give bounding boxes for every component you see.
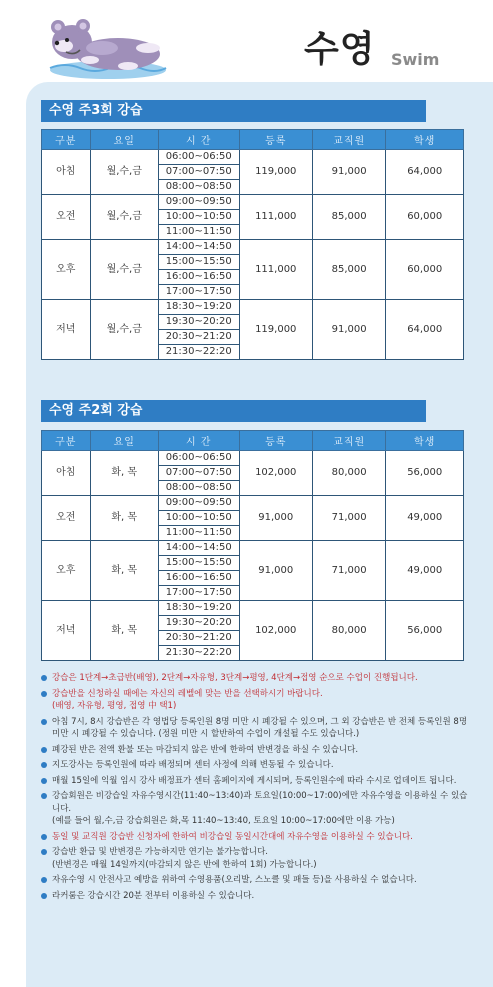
time-cell: 20:30~21:20: [158, 631, 239, 646]
time-cell: 10:00~10:50: [158, 210, 239, 225]
header: [0, 0, 493, 82]
column-header: 시 간: [158, 130, 239, 150]
time-cell: 07:00~07:50: [158, 466, 239, 481]
column-header: 구분: [42, 431, 91, 451]
time-cell: 20:30~21:20: [158, 330, 239, 345]
notice-item: [40, 716, 468, 741]
period-cell: 저녁: [42, 601, 91, 661]
fee-cell: 49,000: [386, 496, 464, 541]
days-cell: 월,수,금: [90, 150, 158, 195]
days-cell: 화, 목: [90, 451, 158, 496]
column-header: 구분: [42, 130, 91, 150]
fee-cell: 111,000: [239, 195, 312, 240]
time-cell: 15:00~15:50: [158, 255, 239, 270]
time-cell: 17:00~17:50: [158, 285, 239, 300]
table-row: [42, 451, 464, 466]
bullet-icon: [41, 793, 47, 799]
column-header: 요일: [90, 130, 158, 150]
table-row: [42, 300, 464, 315]
page-title-english: Swim: [391, 50, 440, 69]
notice-item: [40, 688, 468, 713]
period-cell: 오전: [42, 496, 91, 541]
time-cell: 06:00~06:50: [158, 150, 239, 165]
column-header: 등록: [239, 431, 312, 451]
column-header: 교직원: [312, 431, 385, 451]
notice-item: [40, 790, 468, 828]
notice-text: 라커룸은 강습시간 20분 전부터 이용하실 수 있습니다.: [52, 890, 255, 901]
fee-cell: 80,000: [312, 451, 385, 496]
table-row: [42, 601, 464, 616]
table-header-row: [42, 130, 464, 150]
fee-cell: 119,000: [239, 300, 312, 360]
time-cell: 14:00~14:50: [158, 240, 239, 255]
column-header: 교직원: [312, 130, 385, 150]
days-cell: 화, 목: [90, 601, 158, 661]
notice-subtext: (예를 들어 월,수,금 강습회원은 화,목 11:40~13:40, 토요일 10:00~17:00에만 이용 가능): [52, 816, 395, 826]
notice-item: [40, 744, 468, 757]
period-cell: 아침: [42, 451, 91, 496]
fee-cell: 85,000: [312, 195, 385, 240]
fee-cell: 111,000: [239, 240, 312, 300]
fee-cell: 119,000: [239, 150, 312, 195]
page-title: 수영: [304, 29, 376, 70]
notice-item: [40, 831, 468, 844]
time-cell: 06:00~06:50: [158, 451, 239, 466]
notice-text: 강습은 1단계→초급반(배영), 2단계→자유형, 3단계→평영, 4단계→접영 순으로 수업이 진행됩니다.: [52, 673, 418, 683]
fee-cell: 80,000: [312, 601, 385, 661]
notice-text: 지도강사는 등록인원에 따라 배정되며 센터 사정에 의해 변동될 수 있습니다.: [52, 760, 334, 770]
fee-cell: 60,000: [386, 240, 464, 300]
column-header: 학생: [386, 431, 464, 451]
period-cell: 오전: [42, 195, 91, 240]
notice-list: [40, 672, 468, 905]
period-cell: 저녁: [42, 300, 91, 360]
time-cell: 16:00~16:50: [158, 270, 239, 285]
time-cell: 16:00~16:50: [158, 571, 239, 586]
bullet-icon: [41, 778, 47, 784]
time-cell: 08:00~08:50: [158, 180, 239, 195]
period-cell: 오후: [42, 541, 91, 601]
fee-cell: 64,000: [386, 150, 464, 195]
fee-cell: 64,000: [386, 300, 464, 360]
time-cell: 18:30~19:20: [158, 601, 239, 616]
bullet-icon: [41, 877, 47, 883]
days-cell: 월,수,금: [90, 240, 158, 300]
fee-cell: 71,000: [312, 496, 385, 541]
time-cell: 21:30~22:20: [158, 646, 239, 661]
swimming-bear-mascot-icon: [40, 8, 170, 86]
notice-text: 동일 및 교직원 강습반 신청자에 한하여 비강습일 동일시간대에 자유수영을 이용하실 수 있습니다.: [52, 831, 413, 842]
notice-item: [40, 759, 468, 772]
column-header: 요일: [90, 431, 158, 451]
table-row: [42, 541, 464, 556]
fee-cell: 49,000: [386, 541, 464, 601]
time-cell: 10:00~10:50: [158, 511, 239, 526]
fee-cell: 56,000: [386, 601, 464, 661]
time-cell: 08:00~08:50: [158, 481, 239, 496]
time-cell: 15:00~15:50: [158, 556, 239, 571]
period-cell: 아침: [42, 150, 91, 195]
column-header: 등록: [239, 130, 312, 150]
notice-text: 강습반을 신청하실 때에는 자신의 레벨에 맞는 반을 선택하시기 바랍니다.: [52, 688, 323, 699]
section-title-3x-weekly: 수영 주3회 강습: [41, 100, 426, 122]
bullet-icon: [41, 834, 47, 840]
bullet-icon: [41, 849, 47, 855]
time-cell: 19:30~20:20: [158, 616, 239, 631]
bullet-icon: [41, 675, 47, 681]
table-row: [42, 496, 464, 511]
column-header: 시 간: [158, 431, 239, 451]
fee-cell: 91,000: [312, 300, 385, 360]
notice-text: 강습회원은 비강습일 자유수영시간(11:40~13:40)과 토요일(10:00~17:00)에만 자유수영을 이용하실 수 있습니다.: [52, 791, 468, 814]
time-cell: 11:00~11:50: [158, 225, 239, 240]
notice-text: 자유수영 시 안전사고 예방을 위하여 수영용품(오리발, 스노클 및 패들 등)을 사용하실 수 없습니다.: [52, 875, 417, 885]
bullet-icon: [41, 893, 47, 899]
bullet-icon: [41, 691, 47, 697]
notice-item: [40, 846, 468, 871]
fee-cell: 56,000: [386, 451, 464, 496]
notice-item: [40, 775, 468, 788]
notice-item: [40, 890, 468, 903]
section-title-2x-weekly: 수영 주2회 강습: [41, 400, 426, 422]
time-cell: 17:00~17:50: [158, 586, 239, 601]
time-cell: 21:30~22:20: [158, 345, 239, 360]
fee-cell: 85,000: [312, 240, 385, 300]
schedule-table-3x-weekly: [41, 129, 464, 360]
notice-text: 아침 7시, 8시 강습반은 각 영법당 등록인원 8명 미만 시 폐강될 수 있으며, 그 외 강습반은 반 전체 등록인원 8명 미만 시 폐강될 수 있습니다. (정원 미만 시 할반하여 수업이 개설될 수도 있습니다.): [52, 716, 468, 739]
fee-cell: 102,000: [239, 451, 312, 496]
table-row: [42, 195, 464, 210]
notice-item: [40, 672, 468, 685]
table-row: [42, 150, 464, 165]
fee-cell: 91,000: [312, 150, 385, 195]
fee-cell: 102,000: [239, 601, 312, 661]
time-cell: 09:00~09:50: [158, 195, 239, 210]
bullet-icon: [41, 747, 47, 753]
bullet-icon: [41, 719, 47, 725]
time-cell: 09:00~09:50: [158, 496, 239, 511]
fee-cell: 91,000: [239, 541, 312, 601]
schedule-table-2x-weekly: [41, 430, 464, 661]
bullet-icon: [41, 762, 47, 768]
column-header: 학생: [386, 130, 464, 150]
fee-cell: 91,000: [239, 496, 312, 541]
days-cell: 월,수,금: [90, 195, 158, 240]
fee-cell: 60,000: [386, 195, 464, 240]
table-header-row: [42, 431, 464, 451]
time-cell: 19:30~20:20: [158, 315, 239, 330]
fee-cell: 71,000: [312, 541, 385, 601]
time-cell: 07:00~07:50: [158, 165, 239, 180]
notice-subtext: (배영, 자유형, 평영, 접영 中 택1): [52, 701, 177, 711]
time-cell: 11:00~11:50: [158, 526, 239, 541]
notice-item: [40, 874, 468, 887]
notice-text: 강습반 환급 및 반변경은 가능하지만 연기는 불가능합니다.: [52, 847, 268, 857]
table-row: [42, 240, 464, 255]
time-cell: 18:30~19:20: [158, 300, 239, 315]
period-cell: 오후: [42, 240, 91, 300]
notice-text: 매월 15일에 익월 임시 강사 배정표가 센터 홈페이지에 게시되며, 등록인원수에 따라 수시로 업데이트 됩니다.: [52, 775, 457, 786]
days-cell: 화, 목: [90, 496, 158, 541]
notice-text: 폐강된 반은 전액 환불 또는 마감되지 않은 반에 한하여 반변경을 하실 수 있습니다.: [52, 744, 359, 755]
notice-subtext: (반변경은 매월 14일까지(마감되지 않은 반에 한하여 1회) 가능합니다.): [52, 859, 317, 870]
time-cell: 14:00~14:50: [158, 541, 239, 556]
days-cell: 월,수,금: [90, 300, 158, 360]
days-cell: 화, 목: [90, 541, 158, 601]
